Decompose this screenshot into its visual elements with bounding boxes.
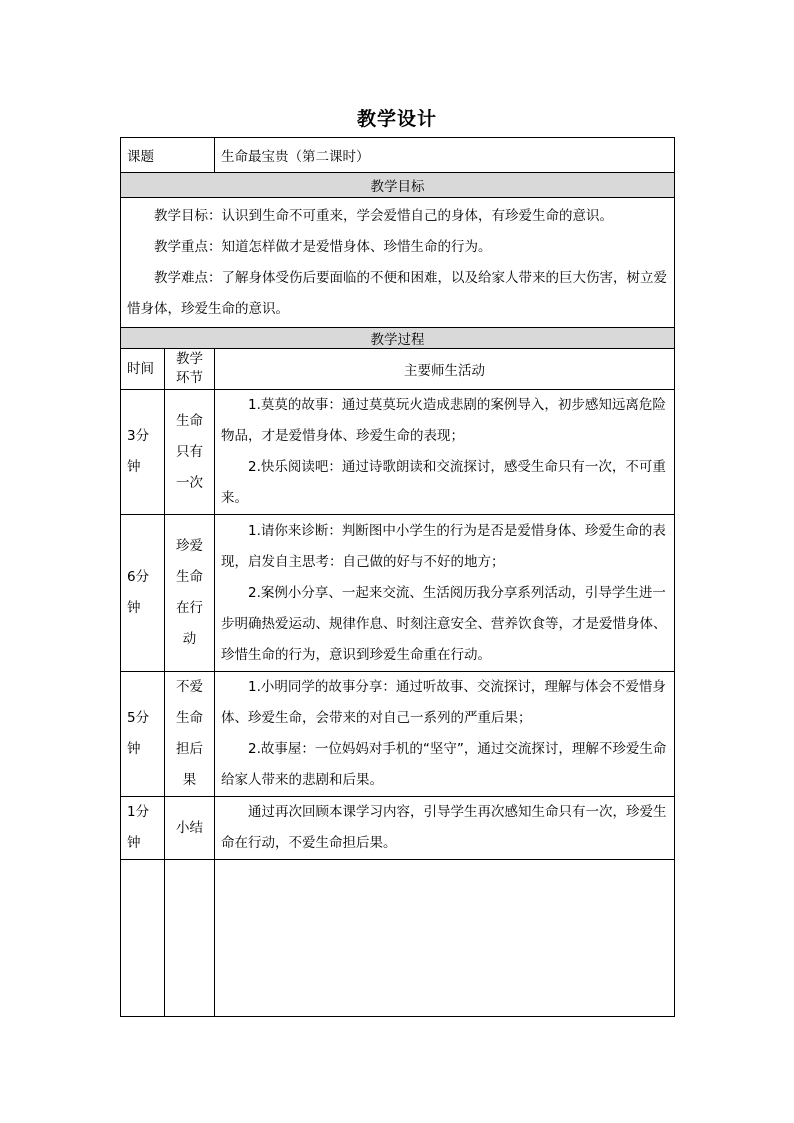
- table-row: [121, 672, 675, 797]
- process-header-row: [121, 328, 675, 349]
- activity-cell: [215, 515, 675, 672]
- col-header-time: 时间: [121, 349, 165, 390]
- course-label: 课题: [121, 138, 215, 173]
- goals-header-row: [121, 173, 675, 198]
- col-header-stage: 教学环节: [165, 349, 215, 390]
- goal-objective: 教学目标：认识到生命不可重来，学会爱惜自己的身体，有珍爱生命的意识。: [154, 207, 613, 224]
- activity-item: 2.快乐阅读吧：通过诗歌朗读和交流探讨，感受生命只有一次，不可重来。: [221, 459, 666, 506]
- activity-item: 1.小明同学的故事分享：通过听故事、交流探讨，理解与体会不爱惜身体、珍爱生命，会带来的对自己一系列的严重后果；: [221, 679, 666, 726]
- goals-header: 教学目标: [121, 173, 675, 198]
- activity-item: 通过再次回顾本课学习内容，引导学生再次感知生命只有一次，珍爱生命在行动，不爱生命担后果。: [221, 804, 667, 851]
- stage-cell: 不爱生命担后果: [165, 672, 215, 797]
- goal-difficulty: 教学难点：了解身体受伤后要面临的不便和困难，以及给家人带来的巨大伤害，树立爱惜身体，珍爱生命的意识。: [127, 269, 667, 317]
- goal-key-point: 教学重点：知道怎样做才是爱惜身体、珍惜生命的行为。: [154, 238, 492, 255]
- activity-item: 2.案例小分享、一起来交流、生活阅历我分享系列活动，引导学生进一步明确热爱运动、规律作息、时刻注意安全、营养饮食等，才是爱惜身体、珍惜生命的行为，意识到珍爱生命重在行动。: [221, 584, 667, 663]
- activity-item: 1.请你来诊断：判断图中小学生的行为是否是爱惜身体、珍爱生命的表现，启发自主思考：自己做的好与不好的地方；: [221, 522, 666, 570]
- empty-cell: [215, 860, 675, 1017]
- goals-row: [121, 198, 675, 328]
- empty-cell: [165, 860, 215, 1017]
- activity-item: 2.故事屋：一位妈妈对手机的“坚守”，通过交流探讨，理解不珍爱生命给家人带来的悲剧和后果。: [221, 741, 667, 788]
- empty-row: [121, 860, 675, 1017]
- lesson-plan-table: [120, 137, 675, 1017]
- activity-cell: [215, 672, 675, 797]
- stage-cell: 珍爱生命在行动: [165, 515, 215, 672]
- time-cell: 6分钟: [121, 515, 165, 672]
- activity-cell: [215, 797, 675, 860]
- time-cell: 1分钟: [121, 797, 165, 860]
- time-cell: 3分钟: [121, 390, 165, 515]
- activity-item: 1.莫莫的故事：通过莫莫玩火造成悲剧的案例导入，初步感知远离危险物品，才是爱惜身体、珍爱生命的表现；: [221, 397, 666, 444]
- column-header-row: [121, 349, 675, 390]
- page-title: 教学设计: [356, 108, 437, 130]
- stage-cell: 小结: [165, 797, 215, 860]
- table-row: [121, 390, 675, 515]
- col-header-activity: 主要师生活动: [215, 349, 675, 390]
- process-header: 教学过程: [121, 328, 675, 349]
- table-row: [121, 515, 675, 672]
- course-value: 生命最宝贵（第二课时）: [215, 138, 675, 173]
- goals-cell: [121, 198, 675, 328]
- stage-cell: 生命只有一次: [165, 390, 215, 515]
- time-cell: 5分钟: [121, 672, 165, 797]
- activity-cell: [215, 390, 675, 515]
- table-row: [121, 797, 675, 860]
- course-row: [121, 138, 675, 173]
- empty-cell: [121, 860, 165, 1017]
